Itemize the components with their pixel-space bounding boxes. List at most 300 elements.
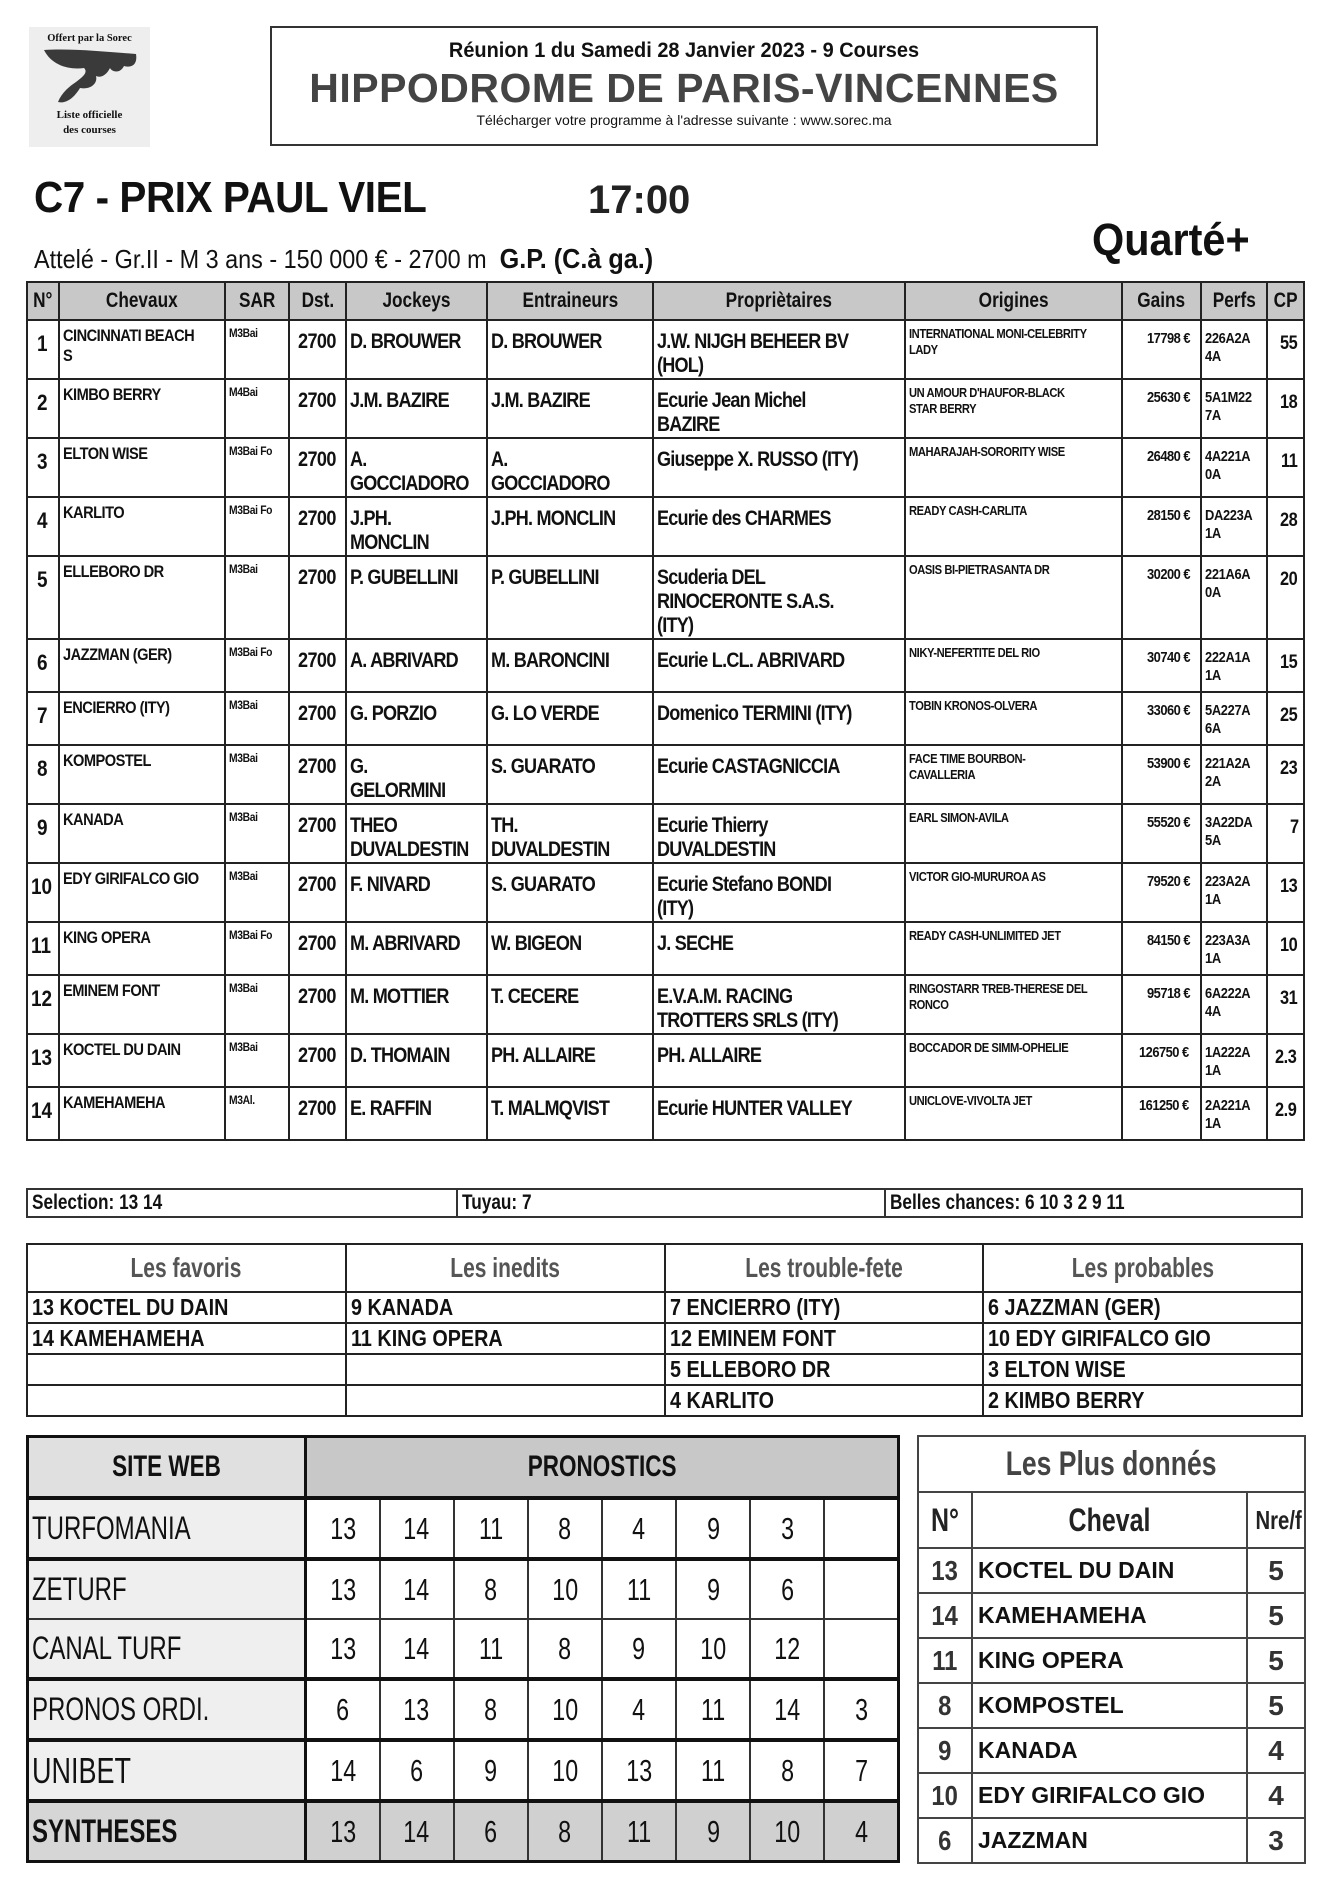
race-conditions-text: Attelé - Gr.II - M 3 ans - 150 000 € - 2700 m bbox=[34, 244, 487, 274]
trainer-name: T. CECERE bbox=[487, 975, 653, 1034]
performances: 222A1A 1A bbox=[1201, 639, 1267, 692]
cote-probable: 28 bbox=[1267, 497, 1304, 556]
runner-number: 14 bbox=[27, 1087, 59, 1140]
horse-head-icon bbox=[40, 46, 140, 108]
distance: 2700 bbox=[289, 639, 346, 692]
runners-table bbox=[26, 281, 1305, 1141]
categories-header-row bbox=[27, 1244, 1302, 1292]
category-entry bbox=[27, 1354, 346, 1385]
sar-info: M3Bai bbox=[225, 692, 289, 745]
jockey-name: J.PH. MONCLIN bbox=[346, 497, 487, 556]
runner-row bbox=[27, 1087, 1304, 1140]
trainer-name: PH. ALLAIRE bbox=[487, 1034, 653, 1087]
owner-name: Domenico TERMINI (ITY) bbox=[653, 692, 905, 745]
plus-donnes-row bbox=[918, 1548, 1305, 1593]
origin-pedigree: UN AMOUR D'HAUFOR-BLACK STAR BERRY bbox=[905, 379, 1122, 438]
horse-name: ENCIERRO (ITY) bbox=[59, 692, 225, 745]
pick-number: 14 bbox=[306, 1740, 380, 1801]
col-header-sar: SAR bbox=[225, 282, 289, 320]
horse-number: 6 bbox=[918, 1818, 972, 1863]
owner-name: Giuseppe X. RUSSO (ITY) bbox=[653, 438, 905, 497]
race-conditions bbox=[34, 243, 653, 275]
pick-number: 6 bbox=[454, 1801, 528, 1862]
origin-pedigree: BOCCADOR DE SIMM-OPHELIE bbox=[905, 1034, 1122, 1087]
category-entry: 2 KIMBO BERRY bbox=[983, 1385, 1302, 1416]
origin-pedigree: READY CASH-CARLITA bbox=[905, 497, 1122, 556]
selection-cell: Selection: 13 14 bbox=[28, 1190, 458, 1216]
origin-pedigree: VICTOR GIO-MURUROA AS bbox=[905, 863, 1122, 922]
pronostic-row bbox=[28, 1740, 899, 1801]
cote-probable: 2.3 bbox=[1267, 1034, 1304, 1087]
horse-name: KING OPERA bbox=[972, 1638, 1247, 1683]
distance: 2700 bbox=[289, 497, 346, 556]
site-name: UNIBET bbox=[28, 1740, 306, 1801]
jockey-name: F. NIVARD bbox=[346, 863, 487, 922]
performances: 223A2A 1A bbox=[1201, 863, 1267, 922]
col-header-count: Nre/f bbox=[1247, 1492, 1305, 1548]
cote-probable: 23 bbox=[1267, 745, 1304, 804]
pick-number: 10 bbox=[528, 1559, 602, 1619]
horse-name: JAZZMAN (GER) bbox=[59, 639, 225, 692]
pronostics-table bbox=[26, 1435, 900, 1863]
site-name: PRONOS ORDI. bbox=[28, 1679, 306, 1740]
runner-row bbox=[27, 320, 1304, 379]
performances: 5A1M22 7A bbox=[1201, 379, 1267, 438]
runner-number: 5 bbox=[27, 556, 59, 639]
runner-row bbox=[27, 438, 1304, 497]
col-header-cp: CP bbox=[1267, 282, 1304, 320]
runner-number: 4 bbox=[27, 497, 59, 556]
gains-amount: 95718 € bbox=[1122, 975, 1201, 1034]
jockey-name: D. BROUWER bbox=[346, 320, 487, 379]
horse-name: EMINEM FONT bbox=[59, 975, 225, 1034]
cote-probable: 20 bbox=[1267, 556, 1304, 639]
belles-chances-cell: Belles chances: 6 10 3 2 9 11 bbox=[890, 1191, 1125, 1214]
categories-table bbox=[26, 1243, 1303, 1417]
gains-amount: 17798 € bbox=[1122, 320, 1201, 379]
mention-count: 5 bbox=[1247, 1593, 1305, 1638]
pick-number: 8 bbox=[528, 1498, 602, 1559]
pick-number: 13 bbox=[306, 1498, 380, 1559]
trainer-name: J.PH. MONCLIN bbox=[487, 497, 653, 556]
pick-number: 6 bbox=[306, 1679, 380, 1740]
owner-name: E.V.A.M. RACING TROTTERS SRLS (ITY) bbox=[653, 975, 905, 1034]
plus-donnes-title: Les Plus donnés bbox=[918, 1436, 1305, 1492]
performances: 2A221A 1A bbox=[1201, 1087, 1267, 1140]
runner-number: 3 bbox=[27, 438, 59, 497]
horse-name: EDY GIRIFALCO GIO bbox=[972, 1773, 1247, 1818]
runners-header-row bbox=[27, 282, 1304, 320]
category-entry: 3 ELTON WISE bbox=[983, 1354, 1302, 1385]
pick-number: 3 bbox=[824, 1679, 898, 1740]
col-header-origins: Origines bbox=[905, 282, 1122, 320]
owner-name: Ecurie CASTAGNICCIA bbox=[653, 745, 905, 804]
cote-probable: 31 bbox=[1267, 975, 1304, 1034]
performances: 3A22DA 5A bbox=[1201, 804, 1267, 863]
mention-count: 5 bbox=[1247, 1683, 1305, 1728]
performances: DA223A 1A bbox=[1201, 497, 1267, 556]
distance: 2700 bbox=[289, 692, 346, 745]
sar-info: M3Bai bbox=[225, 745, 289, 804]
distance: 2700 bbox=[289, 975, 346, 1034]
sar-info: M3Bai Fo bbox=[225, 922, 289, 975]
performances: 221A2A 2A bbox=[1201, 745, 1267, 804]
category-entry: 14 KAMEHAMEHA bbox=[27, 1323, 346, 1354]
sar-info: M4Bai bbox=[225, 379, 289, 438]
pick-number: 14 bbox=[750, 1679, 824, 1740]
owner-name: J.W. NIJGH BEHEER BV (HOL) bbox=[653, 320, 905, 379]
trainer-name: TH. DUVALDESTIN bbox=[487, 804, 653, 863]
pronostics-header-row bbox=[28, 1437, 899, 1499]
plus-donnes-row bbox=[918, 1593, 1305, 1638]
pick-number: 11 bbox=[676, 1740, 750, 1801]
col-header-gains: Gains bbox=[1122, 282, 1201, 320]
pronostic-row bbox=[28, 1559, 899, 1619]
pick-number: 9 bbox=[676, 1498, 750, 1559]
jockey-name: M. MOTTIER bbox=[346, 975, 487, 1034]
owner-name: Ecurie des CHARMES bbox=[653, 497, 905, 556]
horse-name: KIMBO BERRY bbox=[59, 379, 225, 438]
pick-number: 9 bbox=[676, 1559, 750, 1619]
gains-amount: 30200 € bbox=[1122, 556, 1201, 639]
owner-name: Ecurie Jean Michel BAZIRE bbox=[653, 379, 905, 438]
runner-row bbox=[27, 922, 1304, 975]
col-header-distance: Dst. bbox=[289, 282, 346, 320]
pick-number: 3 bbox=[750, 1498, 824, 1559]
horse-name: KAMEHAMEHA bbox=[59, 1087, 225, 1140]
category-entry bbox=[346, 1385, 665, 1416]
col-header-jockeys: Jockeys bbox=[346, 282, 487, 320]
pick-number: 14 bbox=[380, 1559, 454, 1619]
runner-row bbox=[27, 863, 1304, 922]
cote-probable: 18 bbox=[1267, 379, 1304, 438]
cote-probable: 55 bbox=[1267, 320, 1304, 379]
pick-number: 12 bbox=[750, 1619, 824, 1679]
distance: 2700 bbox=[289, 379, 346, 438]
horse-number: 10 bbox=[918, 1773, 972, 1818]
horse-name: EDY GIRIFALCO GIO bbox=[59, 863, 225, 922]
cote-probable: 2.9 bbox=[1267, 1087, 1304, 1140]
distance: 2700 bbox=[289, 1034, 346, 1087]
site-name: ZETURF bbox=[28, 1559, 306, 1619]
pick-number: 4 bbox=[602, 1679, 676, 1740]
owner-name: Ecurie HUNTER VALLEY bbox=[653, 1087, 905, 1140]
pick-number: 14 bbox=[380, 1801, 454, 1862]
horse-name: JAZZMAN bbox=[972, 1818, 1247, 1863]
horse-name: ELLEBORO DR bbox=[59, 556, 225, 639]
pronostics-header: PRONOSTICS bbox=[306, 1437, 899, 1499]
runner-number: 9 bbox=[27, 804, 59, 863]
sar-info: M3Bai bbox=[225, 1034, 289, 1087]
sar-info: M3Bai bbox=[225, 320, 289, 379]
runner-number: 1 bbox=[27, 320, 59, 379]
horse-name: KOCTEL DU DAIN bbox=[972, 1548, 1247, 1593]
runner-number: 7 bbox=[27, 692, 59, 745]
runner-row bbox=[27, 497, 1304, 556]
horse-number: 9 bbox=[918, 1728, 972, 1773]
gains-amount: 84150 € bbox=[1122, 922, 1201, 975]
logo-bottom-line1: Liste officielle bbox=[56, 109, 123, 121]
owner-name: PH. ALLAIRE bbox=[653, 1034, 905, 1087]
horse-name: CINCINNATI BEACH S bbox=[59, 320, 225, 379]
origin-pedigree: TOBIN KRONOS-OLVERA bbox=[905, 692, 1122, 745]
runner-row bbox=[27, 804, 1304, 863]
runner-row bbox=[27, 379, 1304, 438]
header-inedits: Les inedits bbox=[346, 1244, 665, 1292]
horse-number: 13 bbox=[918, 1548, 972, 1593]
header-probables: Les probables bbox=[983, 1244, 1302, 1292]
category-entry: 11 KING OPERA bbox=[346, 1323, 665, 1354]
trainer-name: S. GUARATO bbox=[487, 863, 653, 922]
origin-pedigree: INTERNATIONAL MONI-CELEBRITY LADY bbox=[905, 320, 1122, 379]
mention-count: 3 bbox=[1247, 1818, 1305, 1863]
gains-amount: 28150 € bbox=[1122, 497, 1201, 556]
cote-probable: 11 bbox=[1267, 438, 1304, 497]
runner-number: 10 bbox=[27, 863, 59, 922]
gains-amount: 33060 € bbox=[1122, 692, 1201, 745]
course-type: G.P. (C.à ga.) bbox=[499, 243, 654, 274]
pick-number: 13 bbox=[306, 1619, 380, 1679]
runner-number: 11 bbox=[27, 922, 59, 975]
gains-amount: 55520 € bbox=[1122, 804, 1201, 863]
race-time: 17:00 bbox=[588, 178, 691, 222]
horse-number: 14 bbox=[918, 1593, 972, 1638]
runner-row bbox=[27, 639, 1304, 692]
runner-row bbox=[27, 1034, 1304, 1087]
performances: 6A222A 4A bbox=[1201, 975, 1267, 1034]
pick-number: 7 bbox=[824, 1740, 898, 1801]
cote-probable: 15 bbox=[1267, 639, 1304, 692]
origin-pedigree: MAHARAJAH-SORORITY WISE bbox=[905, 438, 1122, 497]
trainer-name: G. LO VERDE bbox=[487, 692, 653, 745]
distance: 2700 bbox=[289, 556, 346, 639]
runner-number: 8 bbox=[27, 745, 59, 804]
owner-name: J. SECHE bbox=[653, 922, 905, 975]
logo-bottom-line2: des courses bbox=[63, 124, 116, 136]
plus-donnes-row bbox=[918, 1818, 1305, 1863]
pick-number: 10 bbox=[528, 1679, 602, 1740]
mention-count: 4 bbox=[1247, 1728, 1305, 1773]
col-header-horses: Chevaux bbox=[59, 282, 225, 320]
category-entry: 12 EMINEM FONT bbox=[665, 1323, 984, 1354]
pick-number: 10 bbox=[750, 1801, 824, 1862]
plus-donnes-row bbox=[918, 1773, 1305, 1818]
owner-name: Ecurie Stefano BONDI (ITY) bbox=[653, 863, 905, 922]
horse-number: 8 bbox=[918, 1683, 972, 1728]
col-header-num: N° bbox=[27, 282, 59, 320]
site-web-header: SITE WEB bbox=[28, 1437, 306, 1499]
gains-amount: 30740 € bbox=[1122, 639, 1201, 692]
pick-number: 13 bbox=[306, 1559, 380, 1619]
origin-pedigree: FACE TIME BOURBON-CAVALLERIA bbox=[905, 745, 1122, 804]
race-title: C7 - PRIX PAUL VIEL bbox=[34, 173, 427, 222]
horse-name: ELTON WISE bbox=[59, 438, 225, 497]
cote-probable: 7 bbox=[1267, 804, 1304, 863]
plus-donnes-row bbox=[918, 1728, 1305, 1773]
pick-number: 4 bbox=[824, 1801, 898, 1862]
pick-number: 6 bbox=[750, 1559, 824, 1619]
horse-name: KAMEHAMEHA bbox=[972, 1593, 1247, 1638]
gains-amount: 26480 € bbox=[1122, 438, 1201, 497]
owner-name: Scuderia DEL RINOCERONTE S.A.S. (ITY) bbox=[653, 556, 905, 639]
origin-pedigree: UNICLOVE-VIVOLTA JET bbox=[905, 1087, 1122, 1140]
jockey-name: E. RAFFIN bbox=[346, 1087, 487, 1140]
pick-number: 9 bbox=[454, 1740, 528, 1801]
col-header-cheval: Cheval bbox=[972, 1492, 1247, 1548]
header-trouble-fete: Les trouble-fete bbox=[665, 1244, 984, 1292]
pick-number: 11 bbox=[602, 1559, 676, 1619]
sar-info: M3Al. bbox=[225, 1087, 289, 1140]
runner-number: 12 bbox=[27, 975, 59, 1034]
runner-row bbox=[27, 556, 1304, 639]
trainer-name: S. GUARATO bbox=[487, 745, 653, 804]
category-entry: 10 EDY GIRIFALCO GIO bbox=[983, 1323, 1302, 1354]
gains-amount: 53900 € bbox=[1122, 745, 1201, 804]
distance: 2700 bbox=[289, 804, 346, 863]
selection-bar bbox=[26, 1188, 1303, 1218]
plus-donnes-row bbox=[918, 1638, 1305, 1683]
pick-number: 14 bbox=[380, 1619, 454, 1679]
sar-info: M3Bai bbox=[225, 556, 289, 639]
pick-number: 8 bbox=[454, 1559, 528, 1619]
horse-name: KANADA bbox=[59, 804, 225, 863]
category-entry: 4 KARLITO bbox=[665, 1385, 984, 1416]
pronostic-row bbox=[28, 1801, 899, 1862]
trainer-name: A. GOCCIADORO bbox=[487, 438, 653, 497]
pick-number: 8 bbox=[528, 1801, 602, 1862]
pick-number: 13 bbox=[380, 1679, 454, 1740]
pick-number: 10 bbox=[676, 1619, 750, 1679]
performances: 1A222A 1A bbox=[1201, 1034, 1267, 1087]
mention-count: 5 bbox=[1247, 1548, 1305, 1593]
download-note: Télécharger votre programme à l'adresse suivante : www.sorec.ma bbox=[476, 112, 892, 128]
distance: 2700 bbox=[289, 745, 346, 804]
tuyau-cell: Tuyau: 7 bbox=[458, 1190, 886, 1216]
header-favoris: Les favoris bbox=[27, 1244, 346, 1292]
trainer-name: T. MALMQVIST bbox=[487, 1087, 653, 1140]
origin-pedigree: READY CASH-UNLIMITED JET bbox=[905, 922, 1122, 975]
origin-pedigree: OASIS BI-PIETRASANTA DR bbox=[905, 556, 1122, 639]
category-row bbox=[27, 1354, 1302, 1385]
owner-name: Ecurie Thierry DUVALDESTIN bbox=[653, 804, 905, 863]
category-row bbox=[27, 1323, 1302, 1354]
mention-count: 5 bbox=[1247, 1638, 1305, 1683]
horse-name: KANADA bbox=[972, 1728, 1247, 1773]
performances: 221A6A 0A bbox=[1201, 556, 1267, 639]
category-entry: 13 KOCTEL DU DAIN bbox=[27, 1292, 346, 1323]
jockey-name: G. GELORMINI bbox=[346, 745, 487, 804]
horse-name: KOCTEL DU DAIN bbox=[59, 1034, 225, 1087]
distance: 2700 bbox=[289, 863, 346, 922]
runner-number: 6 bbox=[27, 639, 59, 692]
performances: 226A2A 4A bbox=[1201, 320, 1267, 379]
performances: 4A221A 0A bbox=[1201, 438, 1267, 497]
category-row bbox=[27, 1292, 1302, 1323]
category-entry bbox=[346, 1354, 665, 1385]
pick-number: 8 bbox=[454, 1679, 528, 1740]
gains-amount: 126750 € bbox=[1122, 1034, 1201, 1087]
trainer-name: J.M. BAZIRE bbox=[487, 379, 653, 438]
pick-number: 9 bbox=[602, 1619, 676, 1679]
horse-name: KOMPOSTEL bbox=[59, 745, 225, 804]
runner-row bbox=[27, 975, 1304, 1034]
jockey-name: P. GUBELLINI bbox=[346, 556, 487, 639]
pick-number: 13 bbox=[602, 1740, 676, 1801]
meeting-header bbox=[270, 26, 1098, 146]
distance: 2700 bbox=[289, 922, 346, 975]
pick-number: 4 bbox=[602, 1498, 676, 1559]
jockey-name: J.M. BAZIRE bbox=[346, 379, 487, 438]
pick-number bbox=[824, 1498, 898, 1559]
category-entry: 9 KANADA bbox=[346, 1292, 665, 1323]
runner-row bbox=[27, 692, 1304, 745]
sar-info: M3Bai Fo bbox=[225, 497, 289, 556]
owner-name: Ecurie L.CL. ABRIVARD bbox=[653, 639, 905, 692]
runner-number: 13 bbox=[27, 1034, 59, 1087]
mention-count: 4 bbox=[1247, 1773, 1305, 1818]
trainer-name: P. GUBELLINI bbox=[487, 556, 653, 639]
plus-donnes-header-row bbox=[918, 1492, 1305, 1548]
col-header-trainers: Entraineurs bbox=[487, 282, 653, 320]
category-entry: 5 ELLEBORO DR bbox=[665, 1354, 984, 1385]
category-row bbox=[27, 1385, 1302, 1416]
jockey-name: THEO DUVALDESTIN bbox=[346, 804, 487, 863]
runner-number: 2 bbox=[27, 379, 59, 438]
jockey-name: A. ABRIVARD bbox=[346, 639, 487, 692]
site-name: TURFOMANIA bbox=[28, 1498, 306, 1559]
horse-name: KARLITO bbox=[59, 497, 225, 556]
pick-number: 11 bbox=[454, 1619, 528, 1679]
horse-name: KING OPERA bbox=[59, 922, 225, 975]
cote-probable: 25 bbox=[1267, 692, 1304, 745]
pick-number bbox=[824, 1619, 898, 1679]
cote-probable: 13 bbox=[1267, 863, 1304, 922]
pick-number: 14 bbox=[380, 1498, 454, 1559]
pick-number: 11 bbox=[676, 1679, 750, 1740]
performances: 223A3A 1A bbox=[1201, 922, 1267, 975]
sar-info: M3Bai Fo bbox=[225, 639, 289, 692]
gains-amount: 25630 € bbox=[1122, 379, 1201, 438]
sar-info: M3Bai bbox=[225, 804, 289, 863]
horse-number: 11 bbox=[918, 1638, 972, 1683]
pick-number: 9 bbox=[676, 1801, 750, 1862]
site-name: SYNTHESES bbox=[28, 1801, 306, 1862]
distance: 2700 bbox=[289, 438, 346, 497]
runner-row bbox=[27, 745, 1304, 804]
hippodrome-name: HIPPODROME DE PARIS-VINCENNES bbox=[309, 65, 1059, 111]
horse-name: KOMPOSTEL bbox=[972, 1683, 1247, 1728]
col-header-perfs: Perfs bbox=[1201, 282, 1267, 320]
origin-pedigree: RINGOSTARR TREB-THERESE DEL RONCO bbox=[905, 975, 1122, 1034]
pick-number: 11 bbox=[602, 1801, 676, 1862]
plus-donnes-table bbox=[917, 1435, 1306, 1864]
jockey-name: D. THOMAIN bbox=[346, 1034, 487, 1087]
col-header-owners: Propriètaires bbox=[653, 282, 905, 320]
pick-number: 13 bbox=[306, 1801, 380, 1862]
site-name: CANAL TURF bbox=[28, 1619, 306, 1679]
bet-type: Quarté+ bbox=[1092, 214, 1250, 265]
col-header-num: N° bbox=[918, 1492, 972, 1548]
category-entry: 7 ENCIERRO (ITY) bbox=[665, 1292, 984, 1323]
pick-number: 10 bbox=[528, 1740, 602, 1801]
pick-number: 11 bbox=[454, 1498, 528, 1559]
logo-top-text: Offert par la Sorec bbox=[47, 33, 132, 44]
gains-amount: 161250 € bbox=[1122, 1087, 1201, 1140]
category-entry: 6 JAZZMAN (GER) bbox=[983, 1292, 1302, 1323]
trainer-name: D. BROUWER bbox=[487, 320, 653, 379]
trainer-name: M. BARONCINI bbox=[487, 639, 653, 692]
category-entry bbox=[27, 1385, 346, 1416]
